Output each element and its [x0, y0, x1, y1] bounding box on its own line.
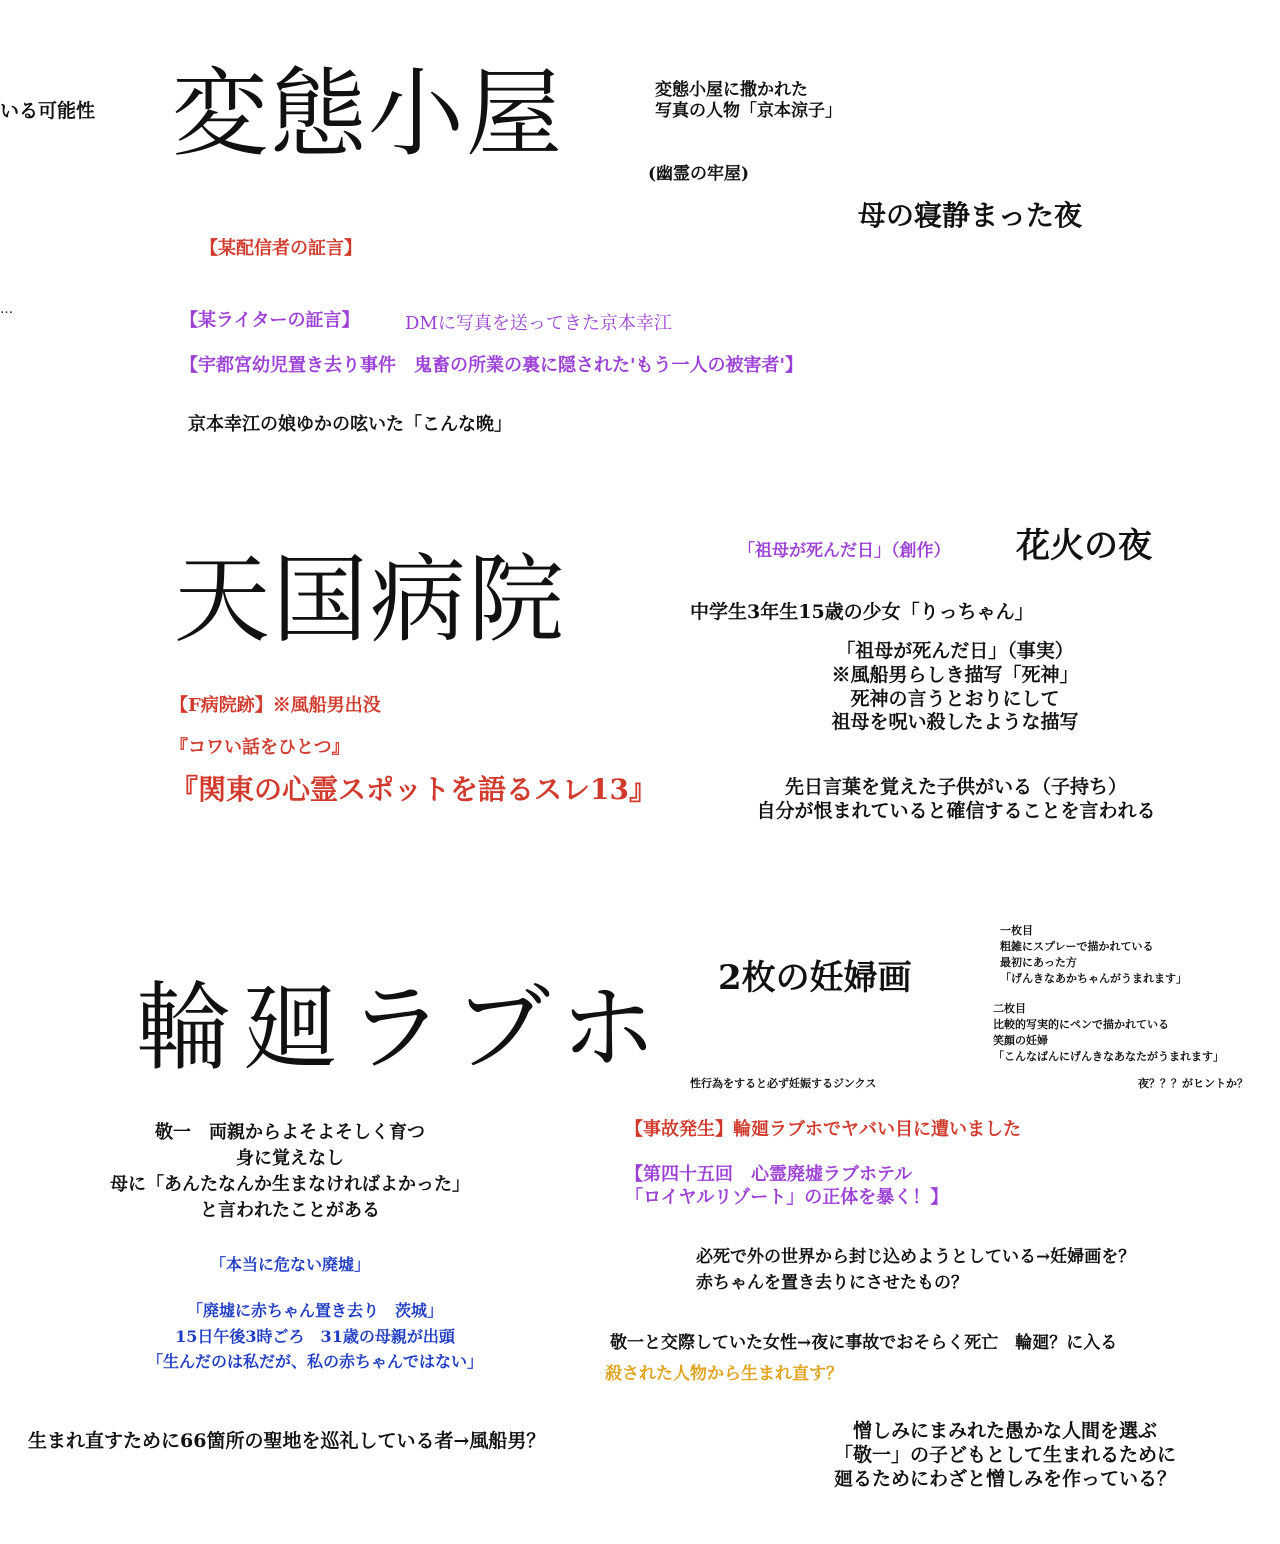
- hint-note: 夜？？？がヒントか？: [1138, 1077, 1248, 1090]
- note-ghost-cell: (幽霊の牢屋): [648, 164, 750, 184]
- hatred-line: 廻るためにわざと憎しみを作っている？: [833, 1467, 1176, 1490]
- painting-note-line: 二枚目: [993, 1002, 1026, 1015]
- cut-off-note: いる可能性: [0, 100, 96, 122]
- painting-note-line: 粗雑にスプレーで描かれている: [1000, 939, 1154, 953]
- child-note-line: 先日言葉を覚えた子供がいる（子持ち）: [784, 776, 1127, 798]
- source-kanto-thread: 『関東の心霊スポットを語るスレ13』: [170, 773, 657, 806]
- painting-note-line: 「こんなばんにげんきなあなたがうまれます」: [993, 1049, 1224, 1063]
- girlfriend-note: 敬一と交際していた女性→夜に事故でおそらく死亡 輪廻？に入る: [610, 1333, 1118, 1353]
- fact-line: 祖母を呪い殺したような描写: [831, 711, 1079, 734]
- story-grandmother-fiction: 「祖母が死んだ日」（創作）: [738, 541, 951, 561]
- source-f-hospital: 【F病院跡】※風船男出没: [170, 695, 381, 716]
- source-royal-line: 【第四十五回 心霊廃墟ラブホテル: [625, 1164, 913, 1185]
- keiichi-background: [80, 1120, 500, 1224]
- source-streamer: 【某配信者の証言】: [200, 238, 362, 259]
- reborn-note: 殺された人物から生まれ直す？: [605, 1364, 843, 1384]
- painting-notes-first: [1000, 923, 1187, 987]
- title-tengoku-byouin: 天国病院: [174, 544, 566, 656]
- fact-line: 死神の言うとおりにして: [850, 687, 1060, 710]
- title-rinne-rabuho: 輪廻ラブホ: [136, 972, 666, 1084]
- keiichi-line: 敬一 両親からよそよそしく育つ: [155, 1122, 425, 1143]
- seal-line: 赤ちゃんを置き去りにさせたもの？: [696, 1273, 968, 1294]
- painting-note-line: 最初にあった方: [1000, 955, 1077, 969]
- painting-note-line: 「げんきなあかちゃんがうまれます」: [1000, 971, 1187, 985]
- ibaraki-line: 15日午後3時ごろ 31歳の母親が出頭: [175, 1326, 455, 1346]
- painting-note-line: 笑顔の妊婦: [993, 1033, 1048, 1047]
- ibaraki-news: [100, 1298, 530, 1375]
- pilgrim-note: 生まれ直すために66箇所の聖地を巡礼している者→風船男？: [28, 1430, 546, 1452]
- keiichi-line: と言われたことがある: [200, 1200, 380, 1222]
- ibaraki-line: 「廃墟に赤ちゃん置き去り 茨城」: [186, 1301, 443, 1320]
- note-line: 変態小屋に撒かれた: [655, 80, 808, 100]
- facts-grandmother: [810, 640, 1100, 735]
- source-royal-line: 「ロイヤルリゾート」の正体を暴く！】: [625, 1186, 949, 1208]
- jinx-note: 性行為をすると必ず妊娠するジンクス: [690, 1077, 877, 1090]
- fact-line: ※風船男らしき描写「死神」: [831, 663, 1079, 686]
- keiichi-line: 母に「あんたなんか生まなければよかった」: [110, 1174, 470, 1196]
- child-note-line: 自分が恨まれていると確信することを言われる: [756, 799, 1156, 822]
- source-royal-resort: [625, 1164, 948, 1209]
- title-hentai-goya: 変態小屋: [172, 58, 564, 170]
- source-writer-detail: DMに写真を送ってきた京本幸江: [405, 313, 672, 334]
- hatred-line: 憎しみにまみれた愚かな人間を選ぶ: [852, 1420, 1157, 1442]
- heading-fireworks-night: 花火の夜: [1016, 526, 1152, 566]
- child-note: [740, 776, 1172, 824]
- heading-two-paintings: 2枚の妊婦画: [718, 958, 912, 998]
- seal-line: 必死で外の世界から封じ込めようとしている→妊婦画を？: [696, 1247, 1136, 1267]
- quote-yuka: 京本幸江の娘ゆかの呟いた「こんな晩」: [188, 414, 512, 435]
- ibaraki-line: 「生んだのは私だが、私の赤ちゃんではない」: [146, 1352, 483, 1372]
- source-dangerous-ruins: 「本当に危ない廃墟」: [210, 1255, 371, 1274]
- painting-note-line: 一枚目: [1000, 924, 1033, 937]
- painting-note-line: 比較的写実的にペンで描かれている: [993, 1017, 1169, 1031]
- ellipsis: …: [0, 302, 13, 317]
- source-utsunomiya: 【宇都宮幼児置き去り事件 鬼畜の所業の裏に隠された'もう一人の被害者'】: [180, 355, 804, 376]
- hatred-note: [805, 1420, 1205, 1491]
- note-line: 写真の人物「京本涼子」: [655, 101, 842, 122]
- girl-ricchan: 中学生3年生15歳の少女「りっちゃん」: [690, 601, 1034, 623]
- seal-hypothesis: [696, 1244, 1135, 1297]
- hatred-line: 「敬一」の子どもとして生まれるために: [833, 1443, 1176, 1466]
- note-photo-person: [655, 80, 842, 123]
- heading-mother-night: 母の寝静まった夜: [858, 199, 1083, 232]
- source-kowai-hanashi: 『コワい話をひとつ』: [170, 737, 350, 758]
- painting-notes-second: [993, 1001, 1224, 1065]
- source-accident: 【事故発生】輪廻ラブホでヤバい目に遭いました: [625, 1119, 1021, 1140]
- source-writer: 【某ライターの証言】: [180, 310, 360, 331]
- fact-line: 「祖母が死んだ日」（事実）: [836, 640, 1074, 662]
- keiichi-line: 身に覚えなし: [236, 1148, 344, 1170]
